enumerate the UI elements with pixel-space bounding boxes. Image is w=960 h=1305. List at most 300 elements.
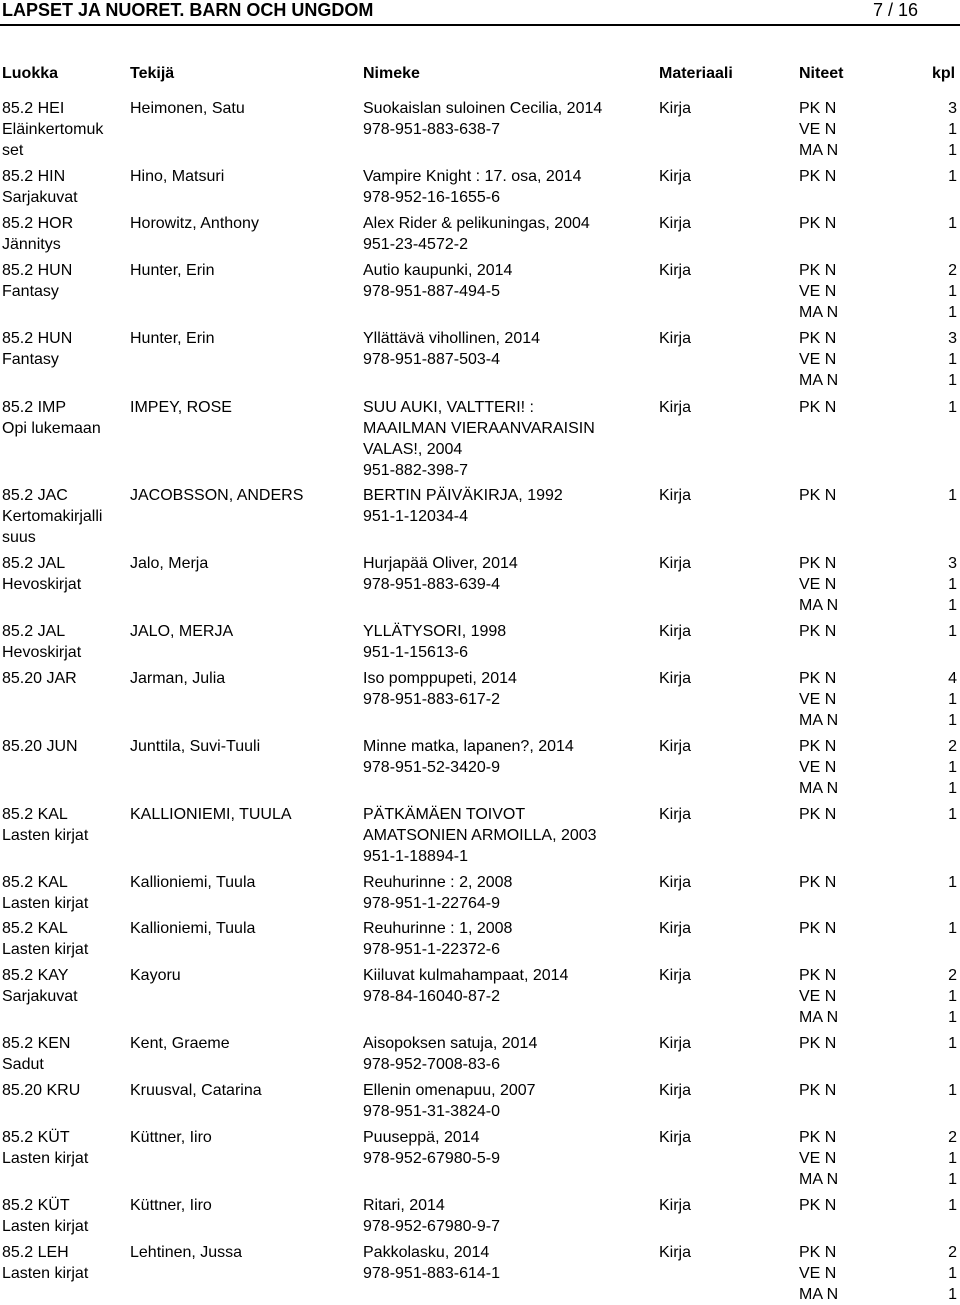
row-luokka [2, 1080, 127, 1101]
holding [799, 1242, 959, 1263]
row-nimeke [363, 166, 653, 208]
row-nimeke [363, 668, 653, 710]
row-tekija: IMPEY, ROSE [130, 399, 232, 416]
row-luokka [2, 804, 127, 846]
row-holdings [799, 1080, 959, 1101]
luokka-line: 85.2 KÜT [2, 1197, 70, 1214]
isbn: 978-951-52-3420-9 [363, 759, 500, 776]
holding-location: PK N [799, 967, 837, 984]
luokka-line: 85.2 KAL [2, 874, 68, 891]
title-line: MAAILMAN VIERAANVARAISIN [363, 420, 595, 437]
holding [799, 370, 959, 391]
holding-count: 1 [948, 576, 957, 593]
holding-location: PK N [799, 1082, 837, 1099]
holding [799, 553, 959, 574]
holding-count: 1 [948, 1035, 957, 1052]
page-header [0, 0, 960, 24]
row-materiaali: Kirja [659, 738, 692, 755]
title-line: Autio kaupunki, 2014 [363, 262, 513, 279]
row-nimeke [363, 1127, 653, 1169]
holding-count: 1 [948, 1171, 957, 1188]
holding-count: 2 [948, 738, 957, 755]
isbn: 978-951-887-503-4 [363, 351, 500, 368]
row-nimeke [363, 621, 653, 663]
luokka-line: 85.2 LEH [2, 1244, 69, 1261]
row-tekija: Hunter, Erin [130, 330, 215, 347]
holding [799, 621, 959, 642]
holding-location: PK N [799, 330, 837, 347]
holding-location: MA N [799, 1171, 839, 1188]
row-nimeke [363, 213, 653, 255]
row-nimeke [363, 804, 653, 867]
row-luokka [2, 668, 127, 689]
holding [799, 1263, 959, 1284]
holding-location: PK N [799, 487, 837, 504]
luokka-line: 85.2 KÜT [2, 1129, 70, 1146]
row-materiaali: Kirja [659, 806, 692, 823]
luokka-line: 85.2 IMP [2, 399, 67, 416]
row-tekija: Jalo, Merja [130, 555, 209, 572]
holding-count: 2 [948, 262, 957, 279]
holding [799, 397, 959, 418]
row-materiaali: Kirja [659, 262, 692, 279]
holding-count: 1 [948, 399, 957, 416]
luokka-line: Lasten kirjat [2, 941, 89, 958]
row-tekija: KALLIONIEMI, TUULA [130, 806, 292, 823]
holding [799, 689, 959, 710]
row-holdings [799, 553, 959, 616]
holding-location: MA N [799, 304, 839, 321]
holding [799, 1169, 959, 1190]
row-materiaali: Kirja [659, 920, 692, 937]
row-luokka [2, 397, 127, 439]
row-holdings [799, 668, 959, 731]
row-tekija: Küttner, Iiro [130, 1197, 212, 1214]
holding [799, 328, 959, 349]
holding-location: VE N [799, 121, 837, 138]
row-materiaali: Kirja [659, 1197, 692, 1214]
row-luokka [2, 621, 127, 663]
holding-location: MA N [799, 1009, 839, 1026]
luokka-line: Sarjakuvat [2, 988, 78, 1005]
holding [799, 918, 959, 939]
isbn: 951-1-12034-4 [363, 508, 468, 525]
holding-count: 1 [948, 1009, 957, 1026]
holding-count: 1 [948, 304, 957, 321]
isbn: 978-952-67980-9-7 [363, 1218, 500, 1235]
column-header-nimeke: Nimeke [363, 65, 420, 82]
holding-count: 2 [948, 967, 957, 984]
luokka-line: 85.2 KAL [2, 920, 68, 937]
row-materiaali: Kirja [659, 100, 692, 117]
holding-count: 4 [948, 670, 957, 687]
holding-location: MA N [799, 597, 839, 614]
row-holdings [799, 918, 959, 939]
luokka-line: Lasten kirjat [2, 827, 89, 844]
row-tekija: Jarman, Julia [130, 670, 226, 687]
row-tekija: JALO, MERJA [130, 623, 234, 640]
holding-location: VE N [799, 1265, 837, 1282]
holding-count: 1 [948, 1150, 957, 1167]
luokka-line: Lasten kirjat [2, 1265, 89, 1282]
luokka-line: Sadut [2, 1056, 44, 1073]
isbn: 978-951-31-3824-0 [363, 1103, 500, 1120]
holding [799, 140, 959, 161]
holding-count: 1 [948, 142, 957, 159]
row-holdings [799, 804, 959, 825]
title-line: Reuhurinne : 2, 2008 [363, 874, 513, 891]
row-nimeke [363, 397, 653, 481]
luokka-line: Hevoskirjat [2, 644, 82, 661]
holding-location: VE N [799, 576, 837, 593]
holding-location: PK N [799, 738, 837, 755]
row-materiaali: Kirja [659, 487, 692, 504]
row-tekija: Junttila, Suvi-Tuuli [130, 738, 261, 755]
holding [799, 260, 959, 281]
row-luokka [2, 328, 127, 370]
isbn: 978-951-883-638-7 [363, 121, 500, 138]
holding-location: PK N [799, 399, 837, 416]
holding [799, 1127, 959, 1148]
holding-location: VE N [799, 988, 837, 1005]
row-holdings [799, 260, 959, 323]
holding-location: PK N [799, 1244, 837, 1261]
title-line: PÄTKÄMÄEN TOIVOT [363, 806, 526, 823]
holding-count: 1 [948, 1265, 957, 1282]
holding-count: 1 [948, 215, 957, 232]
luokka-line: 85.2 JAL [2, 555, 66, 572]
row-tekija: Heimonen, Satu [130, 100, 245, 117]
row-holdings [799, 1195, 959, 1216]
luokka-line: 85.2 JAC [2, 487, 68, 504]
holding-location: PK N [799, 1129, 837, 1146]
holding-count: 1 [948, 1197, 957, 1214]
holding [799, 213, 959, 234]
title-line: Iso pomppupeti, 2014 [363, 670, 517, 687]
row-holdings [799, 166, 959, 187]
holding-count: 1 [948, 712, 957, 729]
row-materiaali: Kirja [659, 555, 692, 572]
row-materiaali: Kirja [659, 399, 692, 416]
holding-count: 1 [948, 920, 957, 937]
holding-count: 1 [948, 759, 957, 776]
row-tekija: JACOBSSON, ANDERS [130, 487, 304, 504]
luokka-line: 85.2 HUN [2, 262, 73, 279]
row-luokka [2, 98, 127, 161]
holding-count: 1 [948, 168, 957, 185]
header-rule [0, 24, 960, 26]
page-title: LAPSET JA NUORET. BARN OCH UNGDOM [2, 0, 374, 20]
column-header-materiaali: Materiaali [659, 65, 733, 82]
row-nimeke [363, 553, 653, 595]
holding [799, 1080, 959, 1101]
title-line: Vampire Knight : 17. osa, 2014 [363, 168, 582, 185]
holding-location: PK N [799, 168, 837, 185]
holding-location: PK N [799, 920, 837, 937]
title-line: Alex Rider & pelikuningas, 2004 [363, 215, 590, 232]
luokka-line: Lasten kirjat [2, 1218, 89, 1235]
holding-location: MA N [799, 1286, 839, 1303]
row-tekija: Kallioniemi, Tuula [130, 920, 256, 937]
holding-location: PK N [799, 670, 837, 687]
holding [799, 1148, 959, 1169]
row-materiaali: Kirja [659, 670, 692, 687]
row-nimeke [363, 918, 653, 960]
title-line: Suokaislan suloinen Cecilia, 2014 [363, 100, 603, 117]
title-line: Kiiluvat kulmahampaat, 2014 [363, 967, 569, 984]
holding-location: VE N [799, 691, 837, 708]
row-holdings [799, 213, 959, 234]
row-luokka [2, 213, 127, 255]
holding [799, 736, 959, 757]
isbn: 951-23-4572-2 [363, 236, 468, 253]
row-holdings [799, 1242, 959, 1305]
row-luokka [2, 485, 127, 548]
holding [799, 119, 959, 140]
column-header-niteet: Niteet [799, 65, 844, 82]
luokka-line: Sarjakuvat [2, 189, 78, 206]
row-tekija: Kayoru [130, 967, 181, 984]
holding-count: 1 [948, 623, 957, 640]
holding [799, 166, 959, 187]
holding-count: 1 [948, 1286, 957, 1303]
holding [799, 1007, 959, 1028]
row-luokka [2, 965, 127, 1007]
luokka-line: 85.2 HOR [2, 215, 74, 232]
row-materiaali: Kirja [659, 1035, 692, 1052]
row-holdings [799, 397, 959, 418]
holding-location: PK N [799, 1035, 837, 1052]
holding-location: PK N [799, 1197, 837, 1214]
holding-count: 1 [948, 351, 957, 368]
row-nimeke [363, 1033, 653, 1075]
luokka-line: 85.2 KAL [2, 806, 68, 823]
row-tekija: Horowitz, Anthony [130, 215, 259, 232]
holding-count: 3 [948, 100, 957, 117]
title-line: Puuseppä, 2014 [363, 1129, 480, 1146]
holding-location: VE N [799, 1150, 837, 1167]
holding [799, 668, 959, 689]
row-luokka [2, 553, 127, 595]
holding-count: 1 [948, 874, 957, 891]
row-holdings [799, 736, 959, 799]
title-line: Ritari, 2014 [363, 1197, 445, 1214]
isbn: 951-1-15613-6 [363, 644, 468, 661]
row-nimeke [363, 260, 653, 302]
isbn: 978-951-1-22764-9 [363, 895, 500, 912]
luokka-line: Hevoskirjat [2, 576, 82, 593]
row-nimeke [363, 872, 653, 914]
column-header-kpl: kpl [932, 65, 956, 82]
luokka-line: 85.2 HUN [2, 330, 73, 347]
column-header-luokka: Luokka [2, 65, 59, 82]
holding [799, 1195, 959, 1216]
title-line: BERTIN PÄIVÄKIRJA, 1992 [363, 487, 563, 504]
row-holdings [799, 1033, 959, 1054]
row-holdings [799, 485, 959, 506]
holding-location: VE N [799, 283, 837, 300]
row-tekija: Kruusval, Catarina [130, 1082, 262, 1099]
row-tekija: Kent, Graeme [130, 1035, 230, 1052]
holding [799, 595, 959, 616]
isbn: 978-84-16040-87-2 [363, 988, 500, 1005]
holding-count: 1 [948, 597, 957, 614]
row-materiaali: Kirja [659, 1129, 692, 1146]
luokka-line: Lasten kirjat [2, 1150, 89, 1167]
row-nimeke [363, 328, 653, 370]
row-nimeke [363, 485, 653, 527]
holding [799, 574, 959, 595]
row-holdings [799, 621, 959, 642]
holding-location: PK N [799, 262, 837, 279]
row-nimeke [363, 98, 653, 140]
holding [799, 349, 959, 370]
page-number: 7 / 16 [872, 0, 918, 20]
holding [799, 804, 959, 825]
isbn: 951-1-18894-1 [363, 848, 468, 865]
row-nimeke [363, 1080, 653, 1122]
holding-location: PK N [799, 215, 837, 232]
isbn: 978-951-883-639-4 [363, 576, 500, 593]
title-line: YLLÄTYSORI, 1998 [363, 623, 507, 640]
holding-location: PK N [799, 100, 837, 117]
row-holdings [799, 965, 959, 1028]
row-materiaali: Kirja [659, 623, 692, 640]
holding [799, 281, 959, 302]
row-holdings [799, 1127, 959, 1190]
luokka-line: Kertomakirjalli [2, 508, 103, 525]
row-luokka [2, 872, 127, 914]
luokka-line: Fantasy [2, 351, 59, 368]
row-materiaali: Kirja [659, 1082, 692, 1099]
luokka-line: set [2, 142, 24, 159]
luokka-line: 85.2 JAL [2, 623, 66, 640]
holding-location: MA N [799, 142, 839, 159]
holding [799, 986, 959, 1007]
luokka-line: 85.20 KRU [2, 1082, 81, 1099]
luokka-line: suus [2, 529, 36, 546]
holding-count: 1 [948, 121, 957, 138]
title-line: AMATSONIEN ARMOILLA, 2003 [363, 827, 597, 844]
column-header-tekija: Tekijä [130, 65, 175, 82]
title-line: Reuhurinne : 1, 2008 [363, 920, 513, 937]
isbn: 978-952-7008-83-6 [363, 1056, 500, 1073]
row-materiaali: Kirja [659, 330, 692, 347]
holding [799, 778, 959, 799]
holding-count: 2 [948, 1244, 957, 1261]
holding [799, 302, 959, 323]
holding-count: 2 [948, 1129, 957, 1146]
holding-location: PK N [799, 623, 837, 640]
row-tekija: Hino, Matsuri [130, 168, 225, 185]
luokka-line: 85.20 JUN [2, 738, 78, 755]
title-line: Minne matka, lapanen?, 2014 [363, 738, 574, 755]
holding-location: MA N [799, 372, 839, 389]
holding [799, 1033, 959, 1054]
isbn: 978-951-883-614-1 [363, 1265, 500, 1282]
holding [799, 757, 959, 778]
holding [799, 710, 959, 731]
holding-count: 1 [948, 806, 957, 823]
holding-location: PK N [799, 806, 837, 823]
row-materiaali: Kirja [659, 874, 692, 891]
row-holdings [799, 98, 959, 161]
holding-location: MA N [799, 712, 839, 729]
holding-count: 1 [948, 1082, 957, 1099]
row-luokka [2, 736, 127, 757]
luokka-line: Fantasy [2, 283, 59, 300]
row-nimeke [363, 965, 653, 1007]
isbn: 978-951-1-22372-6 [363, 941, 500, 958]
holding-count: 1 [948, 988, 957, 1005]
row-luokka [2, 918, 127, 960]
holding-location: VE N [799, 351, 837, 368]
luokka-line: Jännitys [2, 236, 61, 253]
title-line: Yllättävä vihollinen, 2014 [363, 330, 541, 347]
row-nimeke [363, 1195, 653, 1237]
luokka-line: 85.2 KEN [2, 1035, 71, 1052]
row-tekija: Küttner, Iiro [130, 1129, 212, 1146]
row-materiaali: Kirja [659, 168, 692, 185]
row-luokka [2, 1242, 127, 1284]
row-nimeke [363, 1242, 653, 1284]
row-luokka [2, 1127, 127, 1169]
title-line: SUU AUKI, VALTTERI! : [363, 399, 534, 416]
row-materiaali: Kirja [659, 967, 692, 984]
holding-count: 1 [948, 487, 957, 504]
holding-count: 1 [948, 372, 957, 389]
isbn: 978-951-887-494-5 [363, 283, 500, 300]
luokka-line: Lasten kirjat [2, 895, 89, 912]
holding [799, 965, 959, 986]
holding-count: 1 [948, 780, 957, 797]
title-line: Pakkolasku, 2014 [363, 1244, 490, 1261]
row-luokka [2, 1033, 127, 1075]
holding-location: PK N [799, 874, 837, 891]
luokka-line: 85.20 JAR [2, 670, 77, 687]
holding-count: 1 [948, 283, 957, 300]
title-line: Ellenin omenapuu, 2007 [363, 1082, 536, 1099]
row-materiaali: Kirja [659, 1244, 692, 1261]
row-tekija: Kallioniemi, Tuula [130, 874, 256, 891]
isbn: 951-882-398-7 [363, 462, 468, 479]
row-holdings [799, 328, 959, 391]
holding [799, 485, 959, 506]
luokka-line: 85.2 HIN [2, 168, 66, 185]
title-line: VALAS!, 2004 [363, 441, 463, 458]
holding-count: 3 [948, 555, 957, 572]
isbn: 978-952-67980-5-9 [363, 1150, 500, 1167]
holding-location: MA N [799, 780, 839, 797]
holding [799, 872, 959, 893]
holding-location: PK N [799, 555, 837, 572]
isbn: 978-952-16-1655-6 [363, 189, 500, 206]
holding-count: 3 [948, 330, 957, 347]
luokka-line: Opi lukemaan [2, 420, 101, 437]
title-line: Hurjapää Oliver, 2014 [363, 555, 518, 572]
luokka-line: 85.2 KAY [2, 967, 69, 984]
luokka-line: 85.2 HEI [2, 100, 65, 117]
isbn: 978-951-883-617-2 [363, 691, 500, 708]
row-materiaali: Kirja [659, 215, 692, 232]
row-nimeke [363, 736, 653, 778]
title-line: Aisopoksen satuja, 2014 [363, 1035, 538, 1052]
row-luokka [2, 1195, 127, 1237]
row-luokka [2, 260, 127, 302]
holding [799, 98, 959, 119]
row-luokka [2, 166, 127, 208]
luokka-line: Eläinkertomuk [2, 121, 104, 138]
